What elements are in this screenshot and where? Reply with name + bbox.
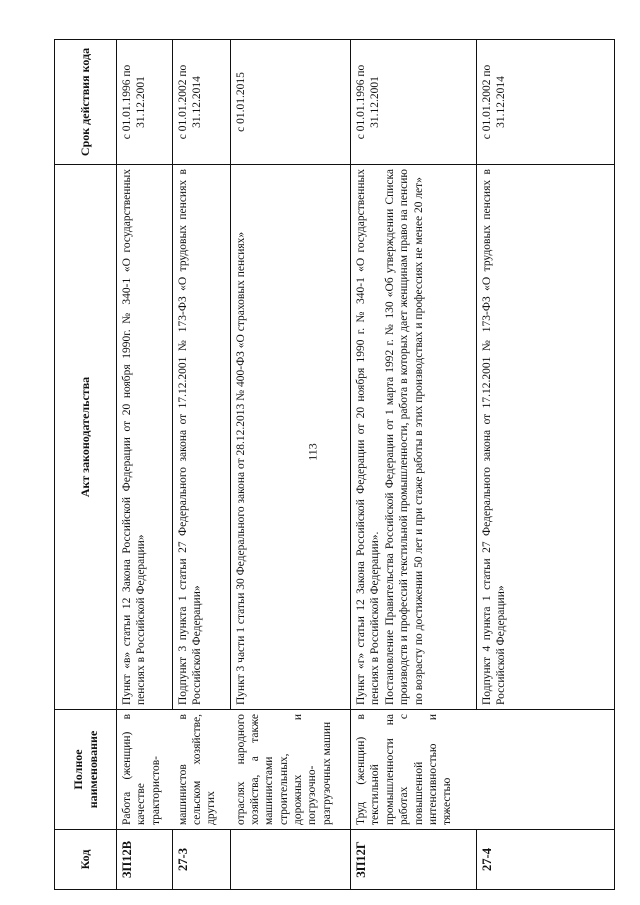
header-act: Акт законодательства — [55, 165, 117, 710]
table-row — [351, 40, 477, 890]
term-cell: с 01.01.1996 по 31.12.2001 — [351, 40, 477, 165]
act-text: Пункт «г» статьи 12 Закона Российской Федерации от 20 ноября 1990 г. № 340-1 «О государственных пенсиях в Российской Федерации». — [355, 169, 382, 705]
name-cell: Труд (женщин) в текстильной промышленности на работах с повышенной интенсивностью и тяжестью — [351, 710, 477, 830]
code-cell — [231, 830, 351, 890]
rotated-page — [54, 40, 614, 890]
code-cell: ЗП12Г — [351, 830, 477, 890]
act-text: Подпункт 4 пункта 1 статьи 27 Федерального закона от 17.12.2001 № 173-ФЗ «О трудовых пенсиях в Российской Федерации» — [481, 169, 508, 705]
act-cell — [477, 165, 615, 710]
table-header-row — [55, 40, 117, 890]
table-row — [117, 40, 173, 890]
code-cell: ЗП12В — [117, 830, 173, 890]
header-code: Код — [55, 830, 117, 890]
act-cell — [351, 165, 477, 710]
act-cell — [117, 165, 173, 710]
act-text: Пункт «в» статьи 12 Закона Российской Федерации от 20 ноября 1990г. № 340-1 «О государственных пенсиях в Российской Федерации» — [121, 169, 148, 705]
table-row — [477, 40, 615, 890]
pension-codes-table — [54, 39, 615, 890]
code-cell: 27-3 — [173, 830, 231, 890]
name-cell — [477, 710, 615, 830]
name-cell: отраслях народного хозяйства, а также машинистами строительных, дорожных и погрузочно-разгрузочных машин — [231, 710, 351, 830]
page-number: 113 — [305, 443, 320, 461]
act-text: Пункт 3 части 1 статьи 30 Федерального закона от 28.12.2013 № 400-ФЗ «О страховых пенсиях» — [235, 231, 247, 705]
act-cell — [173, 165, 231, 710]
table-row — [231, 40, 351, 890]
term-cell: с 01.01.2002 по 31.12.2014 — [477, 40, 615, 165]
name-cell: машинистов в сельском хозяйстве, других — [173, 710, 231, 830]
act-text: Постановление Правительства Российской Федерации от 1 марта 1992 г. № 130 «Об утверждении Списка производств и профессий текстильной промышленности, работа в которых дает женщинам право на пенсию по возрасту по достижении 50 лет и при стаже работы в этих производствах и профессиях не менее 20 лет» — [383, 169, 425, 705]
code-cell: 27-4 — [477, 830, 615, 890]
name-cell: Работа (женщин) в качестве трактористов- — [117, 710, 173, 830]
term-cell: с 01.01.2015 — [231, 40, 351, 165]
act-cell — [231, 165, 351, 710]
act-text: Подпункт 3 пункта 1 статьи 27 Федерального закона от 17.12.2001 № 173-ФЗ «О трудовых пенсиях в Российской Федерации» — [177, 169, 204, 705]
term-cell: с 01.01.1996 по 31.12.2001 — [117, 40, 173, 165]
header-term: Срок действия кода — [55, 40, 117, 165]
term-cell: с 01.01.2002 по 31.12.2014 — [173, 40, 231, 165]
table-row — [173, 40, 231, 890]
header-name: Полное наименование — [55, 710, 117, 830]
